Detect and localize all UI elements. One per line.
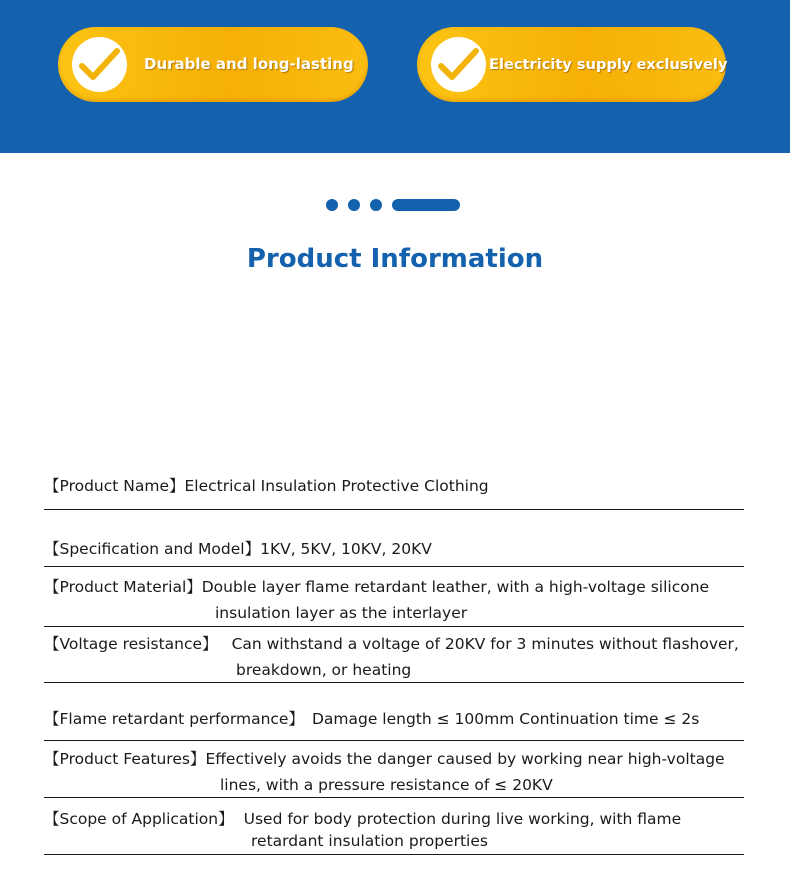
info-row-features [44, 746, 744, 798]
info-value: Electrical Insulation Protective Clothing [184, 477, 489, 495]
row-divider [44, 509, 744, 510]
info-value-continued: retardant insulation properties [251, 832, 488, 850]
info-label: 【Product Name】 [44, 477, 185, 495]
check-icon [72, 37, 127, 92]
info-value: Can withstand a voltage of 20KV for 3 minutes without flashover, [231, 635, 739, 653]
feature-badge-durable [58, 27, 368, 102]
feature-badge-label: Durable and long-lasting [144, 55, 354, 73]
decoration-dot [370, 199, 382, 211]
info-label: 【Voltage resistance】 [44, 635, 218, 653]
row-divider [44, 854, 744, 855]
info-row-product-name [44, 473, 744, 499]
row-divider [44, 740, 744, 741]
row-divider [44, 626, 744, 627]
info-label: 【Flame retardant performance】 [44, 710, 304, 728]
info-row-scope [44, 806, 744, 854]
info-label: 【Specification and Model】 [44, 540, 261, 558]
info-row-material [44, 574, 744, 626]
check-icon [431, 37, 486, 92]
info-row-flame-retardant [44, 706, 744, 732]
info-row-voltage [44, 631, 744, 683]
row-divider [44, 797, 744, 798]
decoration-dot [348, 199, 360, 211]
info-value: Used for body protection during live working, with flame [243, 810, 682, 828]
info-value: Double layer flame retardant leather, with a high-voltage silicone [201, 578, 710, 596]
feature-badge-label: Electricity supply exclusively [489, 56, 728, 73]
info-value-continued: insulation layer as the interlayer [215, 604, 468, 622]
info-label: 【Product Material】 [44, 578, 202, 596]
info-value: Effectively avoids the danger caused by working near high-voltage [205, 750, 725, 768]
info-value-continued: lines, with a pressure resistance of ≤ 20KV [220, 776, 553, 794]
row-divider [44, 682, 744, 683]
info-value: 1KV, 5KV, 10KV, 20KV [260, 540, 432, 558]
info-row-specification [44, 536, 744, 562]
info-value-continued: breakdown, or heating [236, 661, 412, 679]
info-label: 【Scope of Application】 [44, 810, 234, 828]
decoration-dash [392, 199, 460, 211]
info-label: 【Product Features】 [44, 750, 206, 768]
feature-banner [0, 0, 790, 153]
row-divider [44, 566, 744, 567]
section-title: Product Information [246, 244, 544, 274]
decoration-dot [326, 199, 338, 211]
feature-badge-electricity [417, 27, 726, 102]
info-value: Damage length ≤ 100mm Continuation time ≤ 2s [311, 710, 700, 728]
